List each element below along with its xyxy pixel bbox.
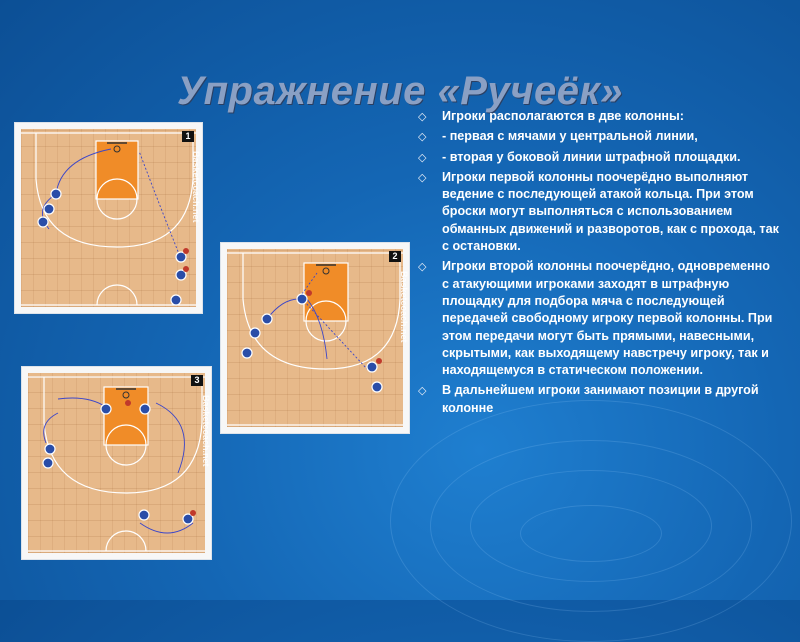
center-circle bbox=[106, 531, 146, 551]
court-lines-diagram-1 bbox=[21, 129, 196, 307]
diagram-number-badge: 1 bbox=[182, 131, 194, 142]
diagram-number-badge: 2 bbox=[389, 251, 401, 262]
court-lines-diagram-3 bbox=[28, 373, 205, 553]
diamond-outline-icon: ◇ bbox=[418, 385, 427, 398]
court-lines-diagram-2 bbox=[227, 249, 403, 427]
slide-title: Упражнение «Ручеёк» bbox=[176, 68, 624, 113]
bullet-text: Игроки первой колонны поочерёдно выполняют ведение с последующей атакой кольца. При этом броски могут выполняться с использованием обманных движений и разворотов, как с прохода, так с остановки. bbox=[442, 169, 779, 254]
cut-path bbox=[140, 523, 193, 533]
bullet-item bbox=[418, 258, 780, 379]
key-area bbox=[96, 141, 138, 199]
court-floor bbox=[28, 373, 211, 553]
bullet-text: - первая с мячами у центральной линии, bbox=[442, 129, 698, 144]
bullet-text: Игроки второй колонны поочерёдно, одновременно с атакующими игроками заходят в штрафную площадку для подбора мяча с последующей передачей свободному игроку первой колонны. При этом передачи могут быть прямыми, навесными, скрытыми, как выходящему навстречу игроку, так и находящемуся в статическом положении. bbox=[442, 259, 773, 378]
cut-path bbox=[267, 299, 299, 319]
cut-path bbox=[156, 403, 184, 473]
bullet-text: Игроки располагаются в две колонны: bbox=[442, 109, 684, 123]
diamond-outline-icon: ◇ bbox=[418, 171, 427, 184]
watermark: Basketcoach.net bbox=[191, 151, 201, 223]
background-ripple bbox=[390, 400, 792, 642]
background-ripple bbox=[470, 470, 712, 582]
bullet-list bbox=[418, 108, 780, 420]
bullet-item bbox=[418, 169, 780, 255]
court-floor bbox=[21, 129, 201, 307]
diamond-outline-icon: ◇ bbox=[418, 111, 427, 123]
diamond-outline-icon: ◇ bbox=[418, 131, 427, 144]
watermark: Basketcoach.net bbox=[201, 395, 211, 467]
diamond-outline-icon: ◇ bbox=[418, 151, 427, 164]
bullet-item bbox=[418, 108, 780, 125]
court-diagram-1 bbox=[15, 123, 202, 313]
bullet-text: В дальнейшем игроки занимают позиции в другой колонне bbox=[442, 383, 759, 415]
dribble-path bbox=[139, 151, 181, 259]
court-diagram-3 bbox=[22, 367, 211, 559]
background-ripple bbox=[430, 440, 752, 612]
court-diagram-2 bbox=[221, 243, 409, 433]
cut-path bbox=[58, 398, 106, 407]
court-floor bbox=[227, 249, 409, 427]
bullet-item bbox=[418, 382, 780, 417]
key-area bbox=[104, 387, 148, 445]
center-circle bbox=[97, 285, 137, 305]
bullet-item bbox=[418, 149, 780, 166]
watermark: Basketcoach.net bbox=[399, 271, 409, 343]
diagram-number-badge: 3 bbox=[191, 375, 203, 386]
bullet-text: - вторая у боковой линии штрафной площадки. bbox=[442, 149, 741, 164]
background-ripple bbox=[520, 505, 662, 562]
diamond-outline-icon: ◇ bbox=[418, 261, 427, 274]
bullet-item bbox=[418, 128, 780, 145]
